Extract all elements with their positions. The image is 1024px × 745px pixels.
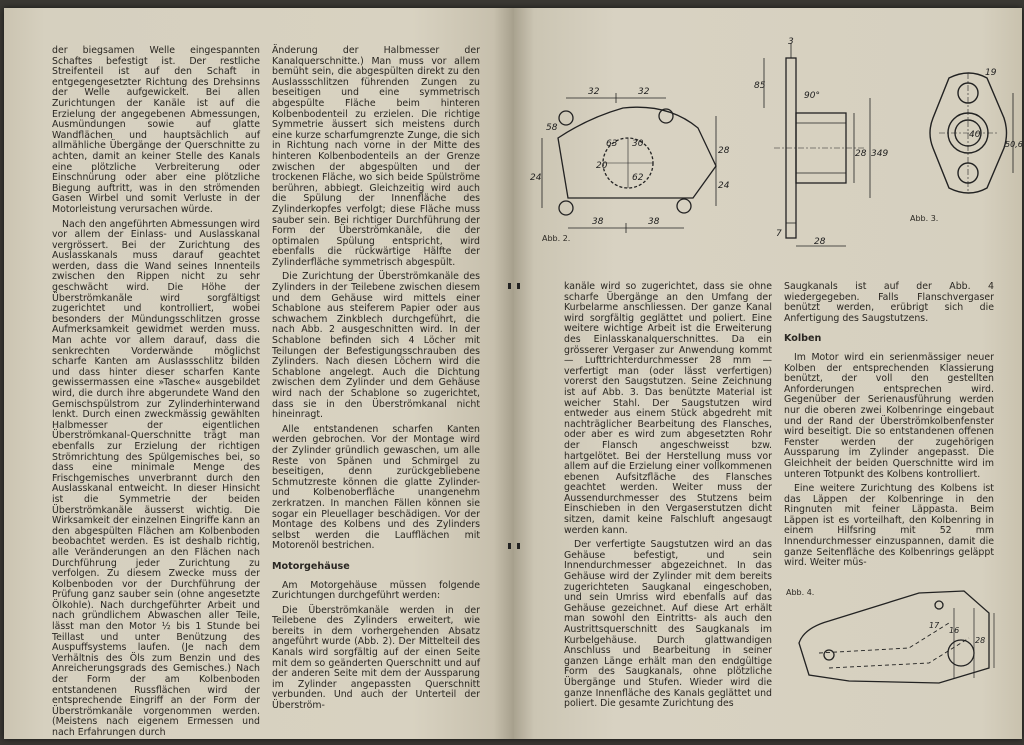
dimension-label: 3 (788, 37, 794, 47)
right-page (514, 8, 1022, 739)
left-page (4, 8, 514, 739)
dimension-label: 28 (975, 636, 986, 645)
section-heading: Kolben (784, 333, 822, 345)
dimension-label: 28 (814, 237, 826, 247)
paragraph: Der verfertigte Saugstutzen wird an das Gehäuse befestigt, und sein Innendurchmesser abgezeichnet. In das Gehäuse wird der Zylinder mit dem bereits zugerichteten Saugkanal eingeschoben, und sein Umriss wird ebenfalls auf das Gehäuse gezeichnet. Auf diese Art erhält man sowohl den Eintritts- als auch den Austrittsquerschnitt des Saugkanals im Kurbelgehäuse. Durch glattwandigen Anschluss und Bearbeitung in seiner ganzen Länge erhält man den endgültige Form des Saugkanals, ohne plötzliche Übergänge und Stufen. Wieder wird die ganze Innenfläche des Kanals geglättet und poliert. Die gesamte Zurichtung des (564, 539, 772, 710)
figure-3-caption: Abb. 3. (910, 214, 939, 223)
paragraph: Eine weitere Zurichtung des Kolbens ist das Läppen der Kolbenringe in den Ringnuten mit feiner Läppasta. Beim Läppen ist es vorteilhaft, den Kolbenring in einem Hilfsring mit 52 mm Innendurchmesser einzuspannen, damit die ganze Seitenfläche des Kolbenrings geläppt wird. Weiter müs- (784, 483, 994, 569)
dimension-label: 20 (596, 161, 608, 171)
paragraph: kanäle wird so zugerichtet, dass sie ohne scharfe Übergänge an den Umfang der Kurbelarme anschliessen. Der ganze Kanal wird sorgfältig geglättet und poliert. Eine weitere wichtige Arbeit ist die Erweiterung des Einlasskanalquerschnittes. Da ein grösserer Vergaser zur Anwendung kommt — Lufttrichterdurchmesser 28 mm — verfertigt man (oder lässt verfertigen) vorerst den Saugstutzen. Seine Zeichnung ist auf Abb. 3. Das benützte Material ist weicher Stahl. Der Saugstutzen wird entweder aus einem Stück abgedreht mit nachträglicher Bearbeitung des Flansches, oder aber es wird zum abgesetzten Rohr der Flansch angeschweisst bzw. hartgelötet. Bei der Herstellung muss vor allem auf die Erzielung einer vollkommenen ebenen Aufsitzfläche des Flansches geachtet werden. Weiter muss der Aussendurchmesser des Stutzens beim Einschieben in den Vergaserstutzen dicht sitzen, damit keine Falschluft angesaugt werden kann. (564, 281, 772, 536)
figure-4-caption: Abb. 4. (786, 588, 815, 597)
binding-staple (517, 543, 520, 549)
book-spread (4, 8, 1022, 739)
dimension-label: 40 (969, 130, 981, 140)
dimension-label: 30 (632, 139, 644, 149)
dimension-label: 24 (718, 181, 730, 191)
paragraph: Alle entstandenen scharfen Kanten werden gebrochen. Vor der Montage wird der Zylinder gründlich gewaschen, um alle Reste von Spänen und Schmirgel zu beseitigen, denn zurückgebliebene Schmutzreste können die glatte Zylinder- und Kolbenoberfläche unangenehm zerkratzen. In manchen Fällen können sie sogar ein Pleuellager beschädigen. Vor der Montage des Kolbens und des Zylinders selbst werden die Laufflächen mit Motorenöl bestrichen. (272, 423, 480, 552)
dimension-label: 28 (855, 149, 867, 159)
binding-staple (508, 543, 511, 549)
section-heading: Motorgehäuse (272, 560, 350, 572)
figure-2-caption: Abb. 2. (542, 234, 571, 243)
figure-2-template-drawing (528, 48, 738, 238)
dimension-label: 85 (754, 81, 766, 91)
paragraph: Die Zurichtung der Überströmkanäle des Zylinders in der Teilebene zwischen diesem und dem Gehäuse wird mittels einer Schablone aus steiferem Papier oder aus schwachem Zinkblech durchgeführt, die nach Abb. 2 ausgeschnitten wird. In der Schablone befinden sich 4 Löcher mit Teilungen der Befestigungsschrauben des Zylinders. Nach diesen Löchern wird die Schablone angelegt. Auch die Dichtung zwischen dem Zylinder und dem Gehäuse wird nach der Schablone so zugerichtet, dass sie in den Überströmkanal nicht hineinragt. (272, 271, 480, 421)
dimension-label: 16 (949, 626, 960, 635)
dimension-label: 63 (606, 139, 618, 149)
dimension-label: 17 (929, 621, 940, 630)
right-column-1 (564, 282, 772, 728)
dimension-label: 38 (592, 217, 604, 227)
dimension-label: 32 (588, 87, 600, 97)
dimension-label: 349 (871, 149, 889, 159)
dimension-label: 32 (638, 87, 650, 97)
paragraph: Die Überströmkanäle werden in der Teilebene des Zylinders erweitert, wie bereits in dem vorhergehenden Absatz angeführt wurde (Abb. 2). Der Mittelteil des Kanals wird sorgfältig auf der einen Seite mit dem so geänderten Querschnitt und auf der anderen Seite mit dem der Aussparung im Zylinder angepassten Querschnitt verbunden. Und auch der Unterteil der Überström- (272, 604, 480, 712)
right-column-2 (784, 282, 994, 572)
paragraph: Saugkanals ist auf der Abb. 4 wiedergegeben. Falls Flanschvergaser benützt werden, erübrigt sich die Anfertigung des Saugstutzens. (784, 281, 994, 324)
dimension-label: 38 (648, 217, 660, 227)
dimension-label: 90° (804, 91, 820, 101)
paragraph: Nach den angeführten Abmessungen wird vor allem der Einlass- und Auslasskanal vergrössert. Bei der Zurichtung des Auslasskanals muss darauf geachtet werden, dass die Wand seines Innenteils zwischen den Rippen nicht zu sehr geschwächt wird. Die Höhe der Überströmkanäle wird sorgfältigst zugerichtet und kontrolliert, wobei besonders der Mündungsschlitzen grosse Aufmerksamkeit gewidmet werden muss. Man achte vor allem darauf, dass die senkrechten Vorderwände möglichst scharfe Kanten am Auslassschlitz bilden und dass hinter dieser scharfen Kante gewissermassen eine »Tasche« ausgebildet wird, die durch ihre abgerundete Wand den Gemischspülstrom zur Zylinderhinterwand lenkt. Durch einen zweckmässig gewählten Halbmesser der eigentlichen Überströmkanal-Querschnitte trägt man ebenfalls zur Erzielung der richtigen Strömrichtung des Spülgemisches bei, so dass eine minimale Menge des Frischgemisches unverbrannt durch den Auslasskanal entweicht. In dieser Hinsicht ist die Symmetrie der beiden Überströmkanäle äusserst wichtig. Die Wirksamkeit der einzelnen Eingriffe kann an den abgespülten Flächen am Kolbenboden beobachtet werden. Es ist deshalb richtig, alle Veränderungen an den Flächen nach Durchführung jeder Zurichtung zu verfolgen. Zu diesem Zwecke muss der Kolbenboden vor der Durchführung der Prüfung ganz sauber sein (ohne angesetzte Ölkohle). Nach durchgeführter Arbeit und nach gründlichem Abwaschen aller Teile, lässt man den Motor ½ bis 1 Stunde bei Teillast und unter Benützung des Auspuffsystems laufen. (Je nach dem Verhältnis des Öls zum Benzin und des Anreicherungsgrads des Gemisches.) Nach der Form der am Kolbenboden entstandenen Russflächen wird der entsprechende Eingriff an der Form der Überströmkanäle vorgenommen werden. (Meistens nach eigenem Ermessen und nach Erfahrungen durch (52, 218, 260, 738)
dimension-label: 19 (985, 68, 997, 78)
dimension-label: 58 (546, 123, 558, 133)
figure-3-flange-view-drawing (919, 63, 1023, 223)
paragraph: Im Motor wird ein serienmässiger neuer Kolben der entsprechenden Klassierung benützt, der voll den gestellten Anforderungen entsprechen wird. Gegenüber der Serienausführung werden nur die oberen zwei Kolbenringe eingebaut und der Rand der Überströmkolbenfenster wird beseitigt. Die so entstandenen offenen Fenster werden der zugehörigen Aussparung im Zylinder angepasst. Die Gleichheit der beiden Querschnitte wird im unteren Totpunkt des Kolbens kontrolliert. (784, 351, 994, 480)
figure-4-intake-channel-drawing (789, 583, 1004, 693)
dimension-label: 24 (530, 173, 542, 183)
dimension-label: 50,6 (1005, 140, 1023, 149)
binding-staple (517, 283, 520, 289)
left-column-1 (52, 45, 260, 738)
paragraph: der biegsamen Welle eingespannten Schaftes befestigt ist. Der restliche Streifenteil ist auf den Schaft in entgegengesetzter Richtung des Drehsinns der Welle aufgewickelt. Bei allen Zurichtungen der Kanäle ist auf die Erzielung der angegebenen Abmessungen, Ausmündungen sowie auf glatte Wandflächen und hauptsächlich auf allmähliche Übergänge der Querschnitte zu achten, damit an keiner Stelle des Kanals eine plötzliche Verbreiterung oder Einschnürung oder aber eine plötzliche Biegung auftritt, was in den strömenden Gasen Wirbel und somit Verluste in der Motorleistung verursachen würde. (52, 45, 260, 215)
dimension-label: 7 (776, 229, 782, 239)
dimension-label: 62 (632, 173, 644, 183)
paragraph: Änderung der Halbmesser der Kanalquerschnitte.) Man muss vor allem bemüht sein, die abgespülten direkt zu den Auslassschlitzen führenden Zungen zu beseitigen und eine symmetrisch abgespülte Fläche beim hinteren Kolbenbodenteil zu erzielen. Die richtige Symmetrie äussert sich meistens durch eine kurze scharfumgrenzte Zunge, die sich in Richtung nach vorne in der Mitte des hinteren Kolbenbodenteils an der Grenze zwischen der abgespülten und der trockenen Fläche, wo sich beide Spülströme berühren, abbiegt. Gleichzeitig wird auch die Spülung der Innenfläche des Zylinderkopfes verfolgt; diese Fläche muss sauber sein. Bei richtiger Durchführung der Form der Überströmkanäle, die der optimalen Spülung entspricht, wird ebenfalls die rückwärtige Hälfte der Zylinderfläche symmetrisch abgespült. (272, 45, 480, 268)
dimension-label: 28 (718, 146, 730, 156)
binding-staple (508, 283, 511, 289)
paragraph: Am Motorgehäuse müssen folgende Zurichtungen durchgeführt werden: (272, 579, 480, 602)
left-column-2 (272, 46, 480, 726)
figure-3-side-view-drawing (754, 37, 889, 253)
